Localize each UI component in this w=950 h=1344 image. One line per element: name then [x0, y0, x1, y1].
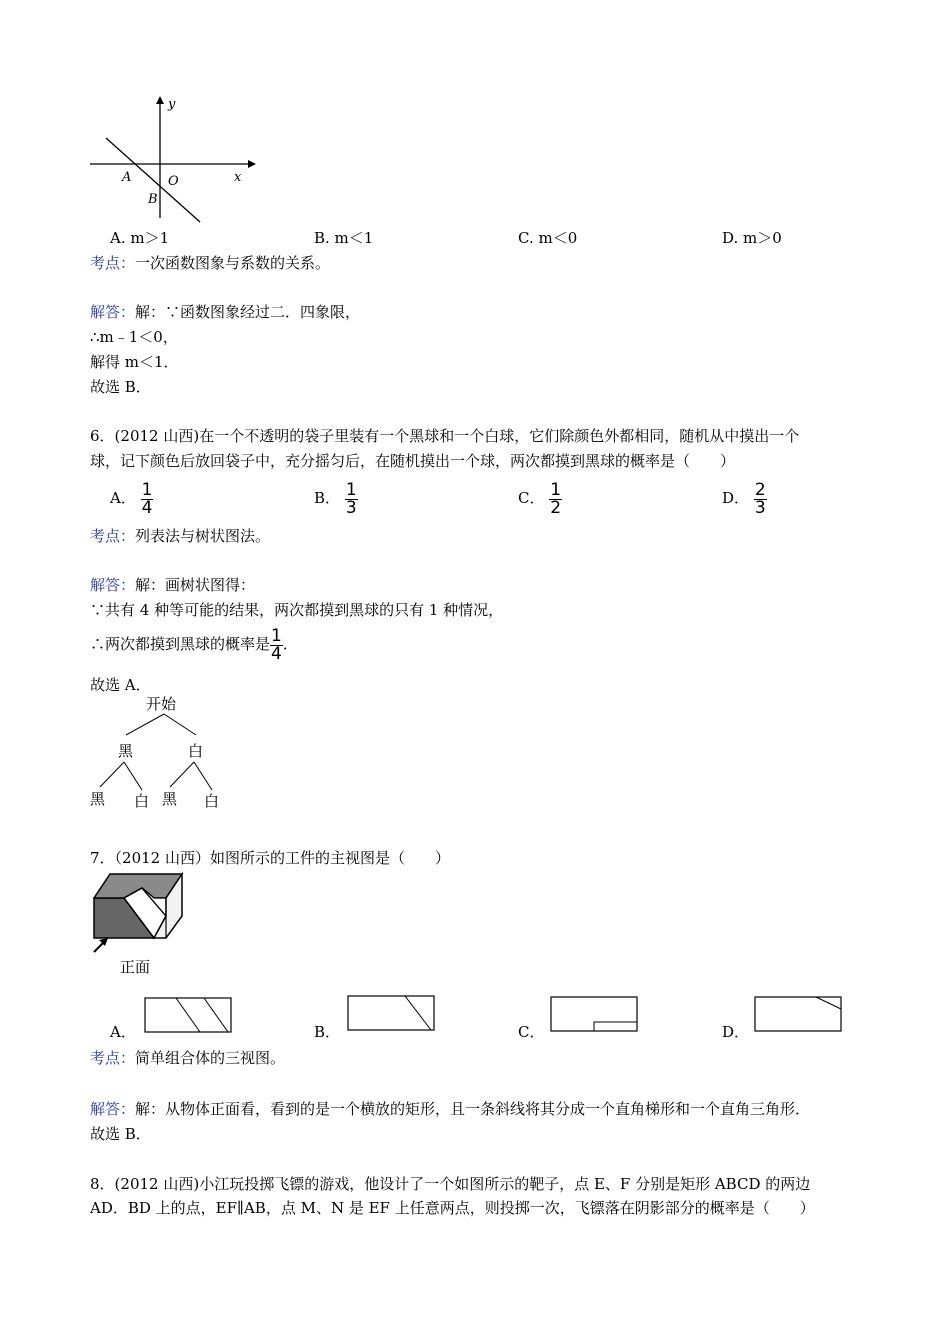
- q5-option-a: A. m＞1: [110, 229, 170, 247]
- tree-level2-white-2: 白: [204, 792, 220, 810]
- tree-root: 开始: [146, 695, 177, 713]
- q6-kaodian: [90, 526, 270, 546]
- tree-level1-white: 白: [188, 742, 204, 760]
- jieda-label: 解答：: [90, 576, 136, 594]
- y-axis-label: y: [168, 97, 176, 112]
- q7-option-a-label: A．: [110, 1023, 136, 1041]
- tree-level2-white-1: 白: [134, 792, 150, 810]
- q8-stem-line-2: AD．BD 上的点，EF∥AB，点 M、N 是 EF 上任意两点，则投掷一次，飞镖落在阴影部分的概率是（ ）: [90, 1199, 815, 1217]
- kaodian-text: 一次函数图象与系数的关系。: [135, 254, 331, 272]
- kaodian-text: 列表法与树状图法。: [135, 527, 271, 545]
- q7-option-a-figure: [144, 997, 234, 1035]
- q7-option-d-label: D．: [722, 1023, 750, 1041]
- q6-solution-line-4: 故选 A．: [90, 676, 151, 694]
- workpiece-3d-figure: [86, 868, 196, 978]
- q7-stem: 7．（2012 山西）如图所示的工件的主视图是（ ）: [90, 849, 450, 867]
- q7-solution-line-1: [90, 1099, 810, 1119]
- q8-stem-line-1: 8．(2012 山西)小江玩投掷飞镖的游戏，他设计了一个如图所示的靶子，点 E、F 分别是矩形 ABCD 的两边: [90, 1175, 811, 1193]
- solution-text: 解：∵函数图象经过二．四象限，: [135, 303, 361, 321]
- q6-option-a: A． $\frac{1}{4}$: [110, 479, 153, 518]
- q6-option-d: D． $\frac{2}{3}$: [722, 479, 766, 518]
- kaodian-text: 简单组合体的三视图。: [135, 1049, 286, 1067]
- q7-kaodian: [90, 1048, 285, 1068]
- q6-solution-line-3: ∴两次都摸到黑球的概率是 $\frac{1}{4}$ ．: [90, 625, 298, 664]
- q6-option-c: C． $\frac{1}{2}$: [518, 479, 562, 518]
- q5-option-d: D. m＞0: [722, 229, 782, 247]
- q7-solution-line-2: 故选 B．: [90, 1125, 151, 1143]
- q7-option-c-label: C．: [518, 1023, 545, 1041]
- q7-option-c-figure: [550, 996, 640, 1034]
- kaodian-label: 考点：: [90, 1049, 136, 1067]
- jieda-label: 解答：: [90, 1100, 136, 1118]
- linear-function-graph: [88, 94, 258, 226]
- tree-diagram: [86, 692, 236, 812]
- q7-option-d-figure: [754, 996, 844, 1034]
- q5-option-b: B. m＜1: [314, 229, 374, 247]
- q5-solution-line-2: ∴m﹣1＜0，: [90, 328, 178, 346]
- q7-option-b-label: B．: [314, 1023, 341, 1041]
- tree-level2-black-2: 黑: [162, 790, 178, 808]
- x-axis-label: x: [234, 170, 242, 185]
- q6-stem-line-2: 球，记下颜色后放回袋子中，充分摇匀后，在随机摸出一个球，两次都摸到黑球的概率是（ ）: [90, 452, 736, 470]
- point-a-label: A: [122, 170, 132, 185]
- q6-solution-line-1: [90, 575, 255, 595]
- tree-level2-black-1: 黑: [90, 790, 106, 808]
- q6-option-b: B． $\frac{1}{3}$: [314, 479, 357, 518]
- front-view-label: 正面: [120, 958, 151, 976]
- q7-option-b-figure: [347, 995, 437, 1033]
- q5-solution-line-4: 故选 B．: [90, 378, 151, 396]
- q5-option-c: C. m＜0: [518, 229, 578, 247]
- q5-kaodian: [90, 253, 330, 273]
- q6-solution-line-2: ∵共有 4 种等可能的结果，两次都摸到黑球的只有 1 种情况，: [90, 601, 504, 619]
- tree-level1-black: 黑: [118, 742, 134, 760]
- q5-solution-line-1: [90, 302, 360, 322]
- q5-solution-line-3: 解得 m＜1．: [90, 353, 179, 371]
- solution-text: 解：画树状图得：: [135, 576, 256, 594]
- point-b-label: B: [148, 192, 158, 207]
- kaodian-label: 考点：: [90, 254, 136, 272]
- origin-label: O: [168, 174, 179, 189]
- kaodian-label: 考点：: [90, 527, 136, 545]
- q6-stem-line-1: 6．(2012 山西)在一个不透明的袋子里装有一个黑球和一个白球，它们除颜色外都相同，随机从中摸出一个: [90, 427, 800, 445]
- solution-text: 解：从物体正面看，看到的是一个横放的矩形，且一条斜线将其分成一个直角梯形和一个直角三角形．: [135, 1100, 811, 1118]
- jieda-label: 解答：: [90, 303, 136, 321]
